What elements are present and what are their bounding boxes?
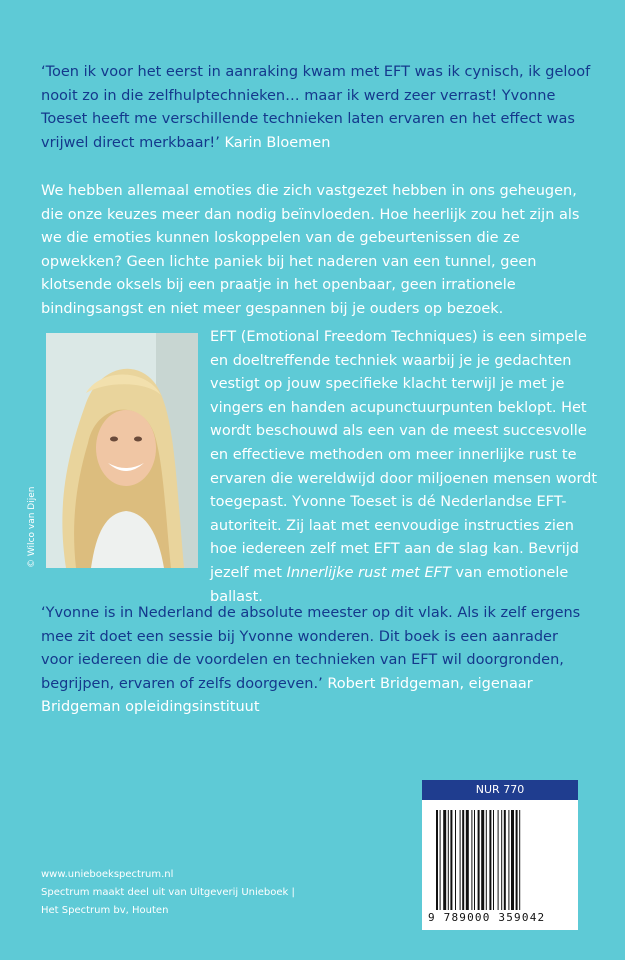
quote-author: Robert Bridgeman, eigenaar Bridgeman opleidingsinstituut [41,675,533,715]
author-photo [46,333,198,568]
publisher-line: Het Spectrum bv, Houten [41,905,169,916]
nur-code: NUR 770 [422,780,578,800]
publisher-website[interactable]: www.unieboekspectrum.nl [41,869,174,880]
book-title: Innerlijke rust met EFT [286,564,451,581]
barcode-box [422,780,578,930]
photo-credit: © Wilco van Dijen [27,486,37,568]
intro-paragraph: We hebben allemaal emoties die zich vastgezet hebben in ons geheugen, die onze keuzes meer dan nodig beïnvloeden. Hoe heerlijk zou het zijn als we die emoties kunnen loskoppelen van de gebeurtenissen die ze opwekken? Geen lichte paniek bij het naderen van een tunnel, geen klotsende oksels bij een praatje in het openbaar, geen irrationele bindingsangst en niet meer gespannen bij je ouders op bezoek. [41,183,580,317]
publisher-info [41,866,295,920]
description-text: EFT (Emotional Freedom Techniques) is een simpele en doeltreffende techniek waarbij je je gedachten vestigt op jouw specifieke klacht terwijl je met je vingers en handen acupunctuurpunten beklopt. Het wordt beschouwd als een van de meest succesvolle en effectieve methoden om meer innerlijke rust te ervaren die wereldwijd door miljoenen mensen wordt toegepast. Yvonne Toeset is dé Nederlandse EFT-autoriteit. Zij laat met eenvoudige instructies zien hoe iedereen zelf met EFT aan de slag kan. Bevrijd jezelf met [210,329,598,581]
quote-text: ‘Toen ik voor het eerst in aanraking kwam met EFT was ik cynisch, ik geloof nooit zo in die zelfhulptechnieken… maar ik werd zeer verrast! Yvonne Toeset heeft me verschillende technieken laten ervaren en het effect was vrijwel direct merkbaar!’ [41,64,591,151]
quote-author: Karin Bloemen [224,134,331,151]
author-portrait-illustration [46,333,198,568]
isbn-number: 9 789000 359042 [428,911,546,924]
barcode-icon [436,810,564,910]
quote-karin-bloemen [41,61,593,155]
quote-robert-bridgeman [41,602,593,720]
description-paragraph [210,326,598,609]
quote-text: ‘Yvonne is in Nederland de absolute meester op dit vlak. Als ik zelf ergens mee zit doet een sessie bij Yvonne wonderen. Dit boek is een aanrader voor iedereen die de voordelen en technieken van EFT wil doorgronden, begrijpen, ervaren of zelfs doorgeven.’ [41,605,581,692]
description-end: van emotionele ballast. [210,564,569,605]
publisher-line: Spectrum maakt deel uit van Uitgeverij Unieboek | [41,887,295,898]
